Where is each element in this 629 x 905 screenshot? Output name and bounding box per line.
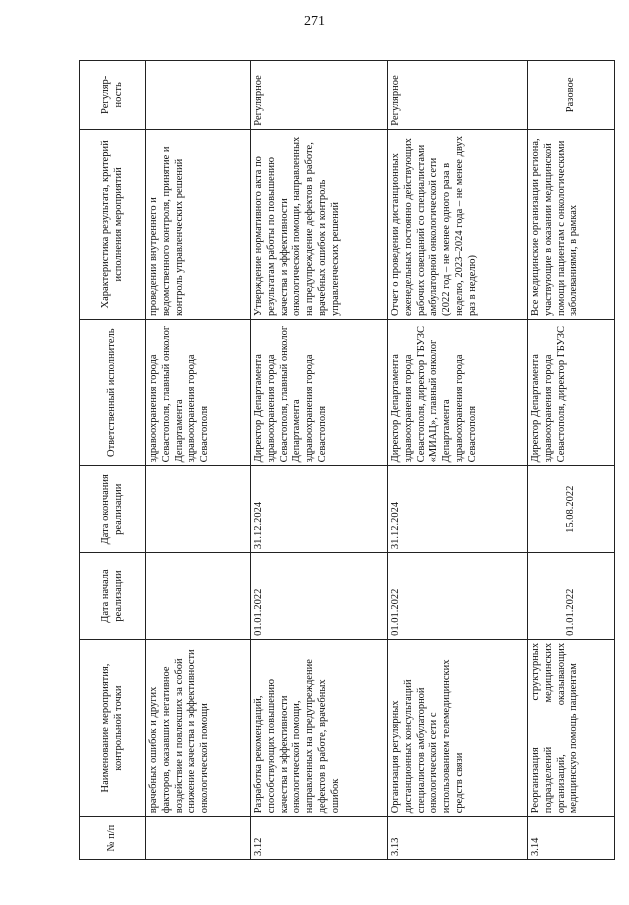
table-row xyxy=(528,61,615,860)
cell-name: Организация регулярных дистанционных консультаций специалистов амбулаторной онкологической сети с использованием телемедицинских средств связи xyxy=(388,639,528,816)
cell-resp: здравоохранения города Севастополя, главный онколог Департамента здравоохранения города Севастополя xyxy=(146,320,251,466)
page-number: 271 xyxy=(304,14,325,29)
header-row xyxy=(80,61,146,860)
cell-resp: Директор Департамента здравоохранения города Севастополя, директор ГБУЗС «МИАЦ», главный онколог Департамента здравоохранения города Севастополя xyxy=(388,320,528,466)
header-start: Дата начала реализации xyxy=(80,553,146,640)
header-result: Характеристика результата, критерий исполнения мероприятий xyxy=(80,129,146,319)
cell-result: Утверждение нормативного акта по результатам работы по повышению качества и эффективности онкологической помощи, направленных на предупреждение дефектов в работе, врачебных ошибок и контроль управленческих решений xyxy=(251,129,388,319)
cell-result: Все медицинские организации региона, участвующие в оказании медицинской помощи пациентам с онкологическими заболеваниями, в рамках xyxy=(528,129,615,319)
cell-period: Регулярное xyxy=(388,61,528,130)
cell-end: 31.12.2024 xyxy=(388,466,528,553)
cell-resp: Директор Департамента здравоохранения города Севастополя, директор ГБУЗС xyxy=(528,320,615,466)
cell-name: Разработка рекомендаций, способствующих повышению качества и эффективности онкологической помощи, направленных на предупреждение дефектов в работе, врачебных ошибок xyxy=(251,639,388,816)
header-period: Регуляр-ность xyxy=(80,61,146,130)
cell-name: Реорганизация структурных подразделений медицинских организаций, оказывающих медицинскую помощь пациентам xyxy=(528,639,615,816)
plan-table xyxy=(79,60,615,860)
cell-end: 31.12.2024 xyxy=(251,466,388,553)
cell-num: 3.13 xyxy=(388,817,528,860)
cell-period xyxy=(146,61,251,130)
cell-num: 3.14 xyxy=(528,817,615,860)
table-row xyxy=(146,61,251,860)
header-num: № п/п xyxy=(80,817,146,860)
cell-result: Отчет о проведении дистанционных еженедельных постоянно действующих рабочих совещаний со специалистами амбулаторной онкологической сети (2022 год – не менее одного раза в неделю, 2023–2024 года – не менее двух раз в неделю) xyxy=(388,129,528,319)
cell-period: Регулярное xyxy=(251,61,388,130)
rotated-table-container xyxy=(79,60,614,860)
header-end: Дата окончания реализации xyxy=(80,466,146,553)
cell-start: 01.01.2022 xyxy=(251,553,388,640)
cell-end xyxy=(146,466,251,553)
cell-name: врачебных ошибок и других факторов, оказавших негативное воздействие и повлекших за собой снижение качества и эффективности онкологической помощи xyxy=(146,639,251,816)
table-row xyxy=(388,61,528,860)
cell-num xyxy=(146,817,251,860)
cell-start xyxy=(146,553,251,640)
cell-num: 3.12 xyxy=(251,817,388,860)
cell-result: проведении внутреннего и ведомственного контроля, принятие и контроль управленческих решений xyxy=(146,129,251,319)
header-name: Наименование мероприятия, контрольной точки xyxy=(80,639,146,816)
cell-end: 15.08.2022 xyxy=(528,466,615,553)
cell-resp: Директор Департамента здравоохранения города Севастополя, главный онколог Департамента здравоохранения города Севастополя xyxy=(251,320,388,466)
table-row xyxy=(251,61,388,860)
cell-period: Разовое xyxy=(528,61,615,130)
cell-start: 01.01.2022 xyxy=(388,553,528,640)
cell-start: 01.01.2022 xyxy=(528,553,615,640)
header-resp: Ответственный исполнитель xyxy=(80,320,146,466)
